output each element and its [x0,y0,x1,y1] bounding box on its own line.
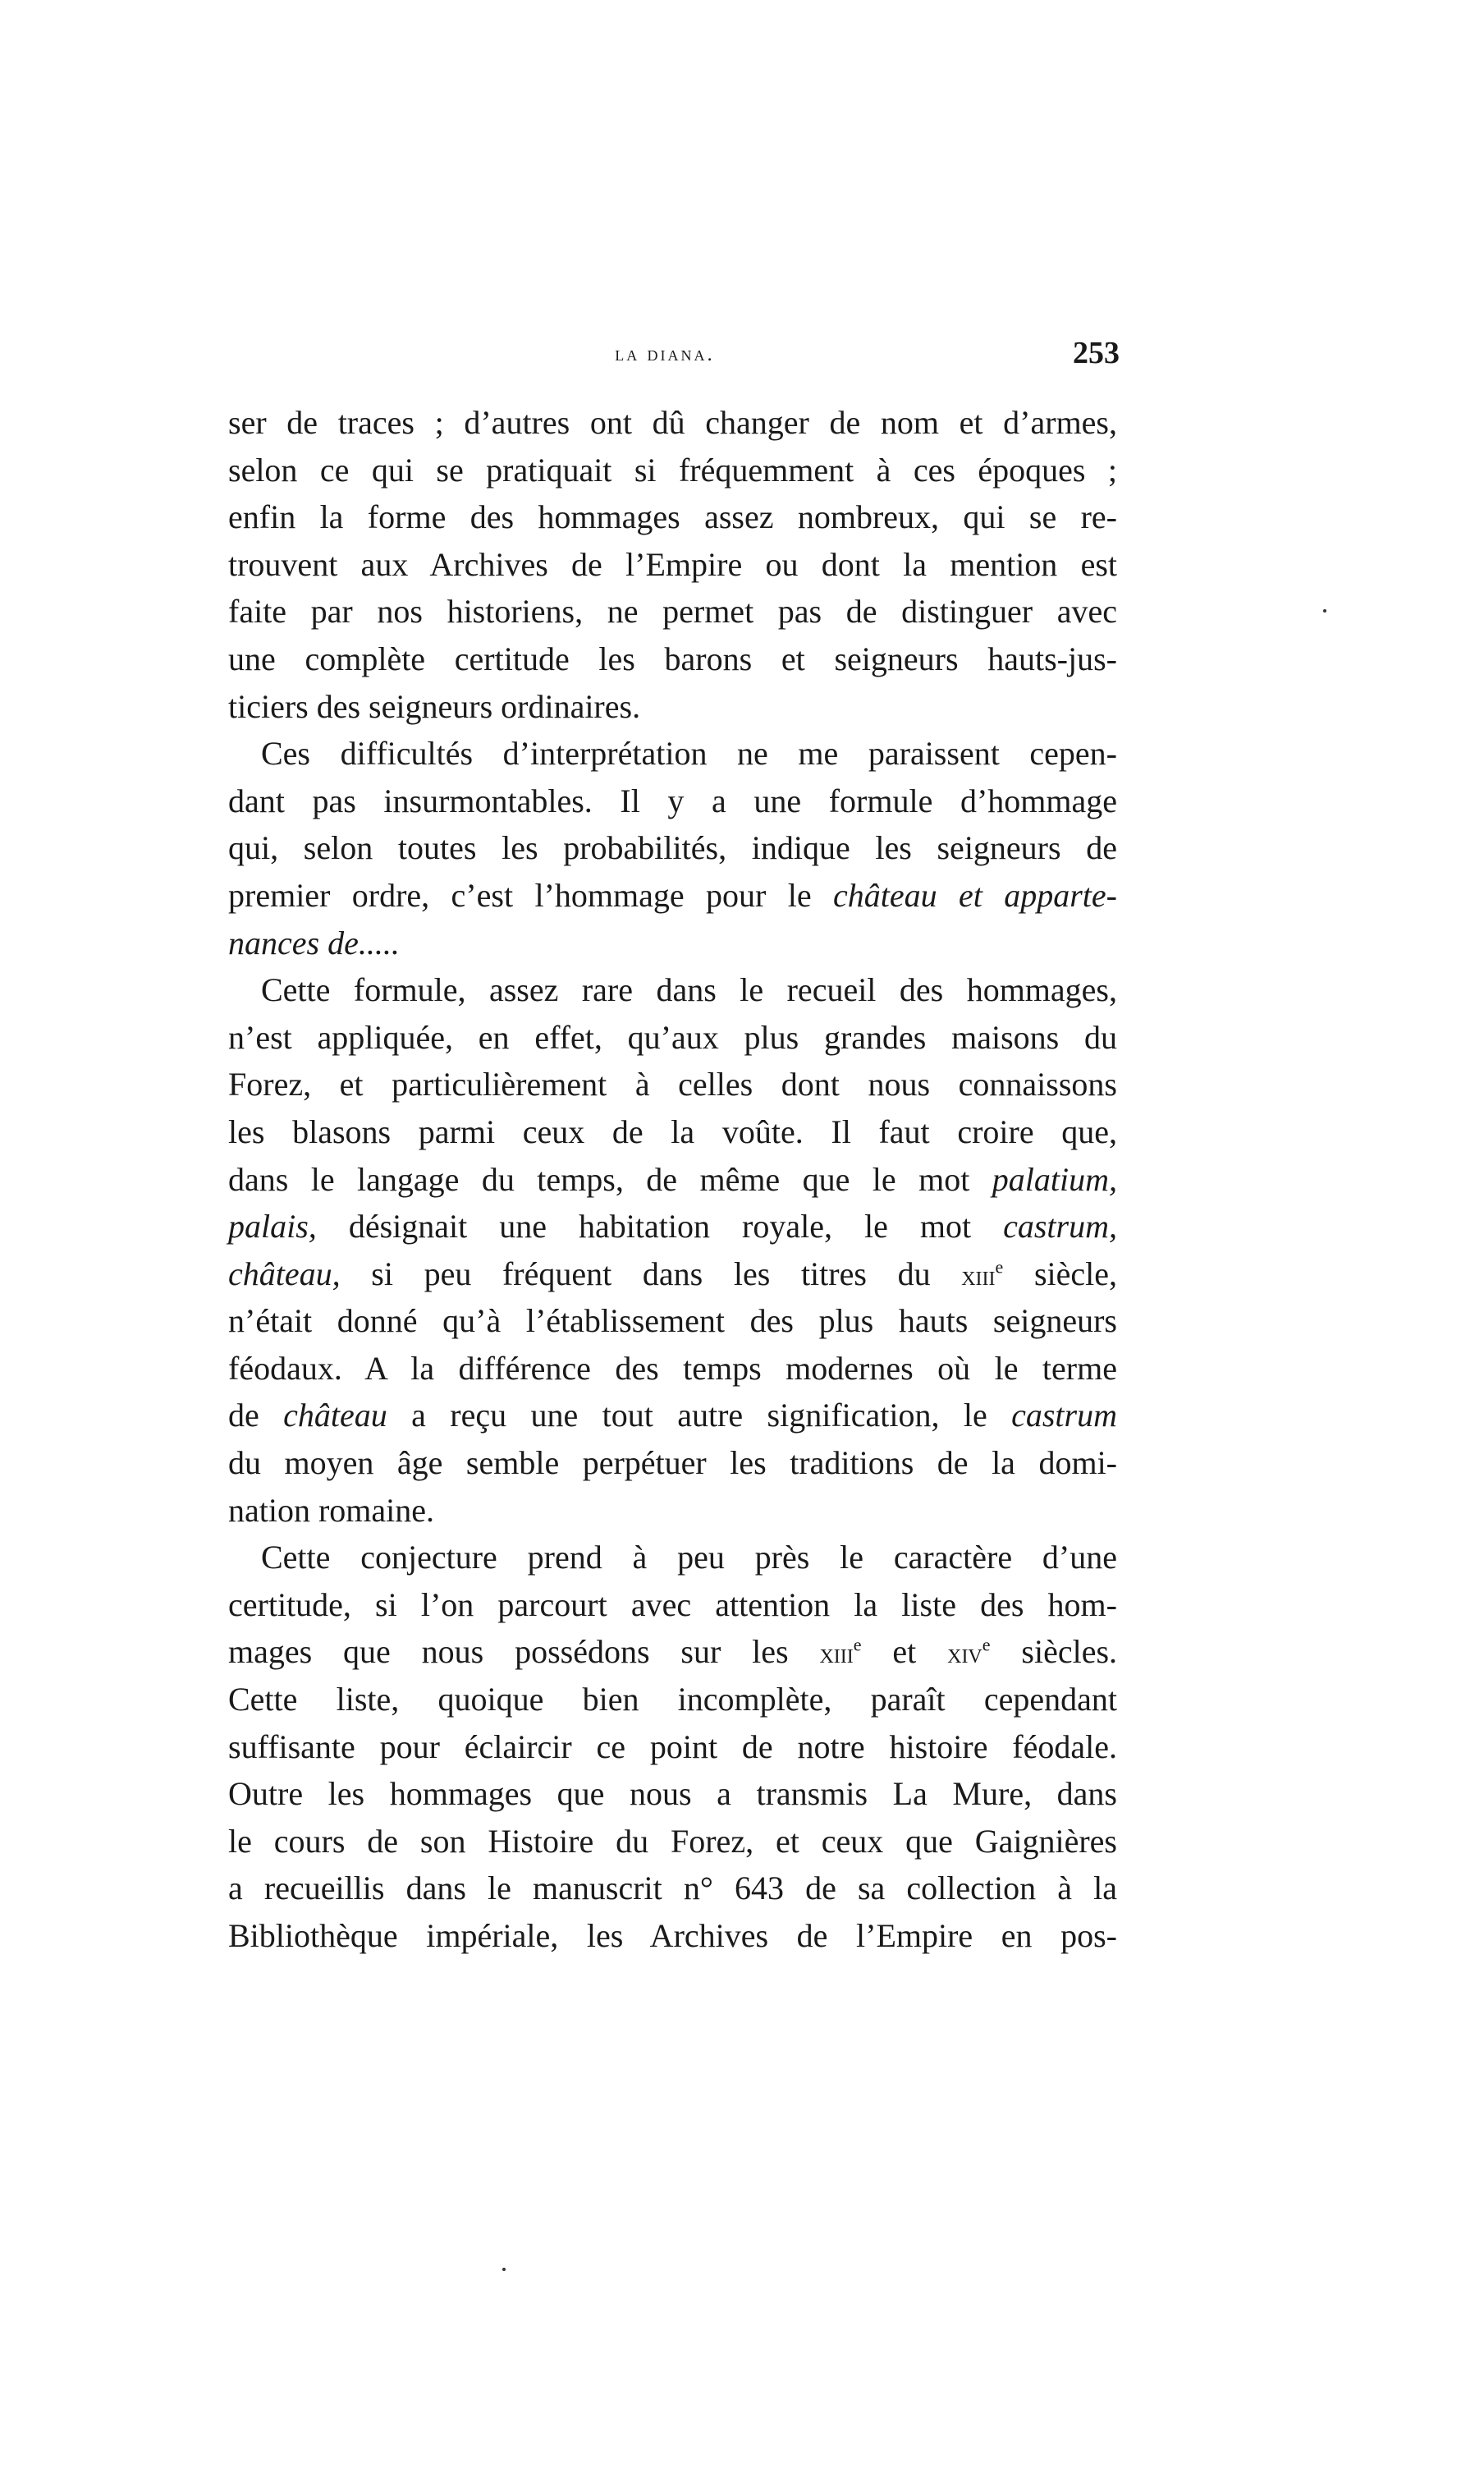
text-line [228,1628,1117,1676]
text: une complète certitude les barons et seigneurs hauts-jus- [228,640,1117,677]
paragraph [228,966,1117,1534]
text: Outre les hommages que nous a transmis La Mure, dans [228,1775,1117,1813]
roman-numeral: xiii [961,1260,996,1291]
text: ticiers des seigneurs ordinaires. [228,687,641,725]
text-line [228,1392,1117,1439]
text: ser de traces ; d’autres ont dû changer de nom et d’armes, [228,404,1117,441]
text: a reçu une tout autre signification, le [387,1397,1012,1434]
text: désignait une habitation royale, le mot [316,1208,1004,1246]
text-line [228,588,1117,635]
scan-speck [502,2268,506,2271]
superscript: e [995,1256,1004,1278]
text-line [228,1297,1117,1345]
paragraph [228,1534,1117,1959]
italic-text: castrum, [1003,1208,1117,1246]
text-line [228,966,1117,1014]
running-title: la diana. [615,343,715,365]
italic-text: nances de..... [228,924,400,961]
text-line [228,447,1117,494]
text: premier ordre, c’est l’hommage pour le [228,876,833,914]
text: de [228,1397,284,1434]
paragraph [228,399,1117,730]
italic-text: château et apparte- [832,876,1117,914]
text-line [228,1203,1117,1250]
text: le cours de son Histoire du Forez, et ceux que Gaignières [228,1822,1117,1860]
text: les blasons parmi ceux de la voûte. Il faut croire que, [228,1113,1117,1150]
text-line [228,872,1117,920]
text-line [228,730,1117,778]
text: nation romaine. [228,1491,435,1529]
text-line [228,1676,1117,1723]
text: certitude, si l’on parcourt avec attention la liste des hom- [228,1585,1117,1623]
text: qui, selon toutes les probabilités, indique les seigneurs de [228,829,1117,867]
text-line [228,399,1117,447]
text-line [228,1156,1117,1204]
paragraph [228,730,1117,966]
italic-text: château [283,1397,387,1434]
text-line [228,1723,1117,1771]
text-line [228,1250,1117,1298]
text: Bibliothèque impériale, les Archives de l’Empire en pos- [228,1917,1117,1954]
text: n’était donné qu’à l’établissement des plus hauts seigneurs [228,1302,1117,1340]
text: Cette liste, quoique bien incomplète, paraît cependant [228,1681,1117,1718]
text-line [228,541,1117,589]
scan-speck [1323,609,1326,612]
superscript: e [982,1635,991,1656]
text-line [228,1487,1117,1535]
text: enfin la forme des hommages assez nombreux, qui se re- [228,498,1117,536]
roman-numeral: xiii [819,1639,854,1670]
text-line [228,493,1117,541]
text: féodaux. A la différence des temps modernes où le terme [228,1349,1117,1387]
italic-text: castrum [1011,1397,1117,1434]
text: Forez, et particulièrement à celles dont nous connaissons [228,1066,1117,1103]
text: faite par nos historiens, ne permet pas de distinguer avec [228,593,1117,631]
text-line [228,920,1117,967]
text-line [228,778,1117,825]
italic-text: palatium, [992,1160,1117,1198]
text: et [861,1633,948,1671]
text: dans le langage du temps, de même que le mot [228,1160,992,1198]
text: Cette formule, assez rare dans le recueil des hommages, [261,971,1117,1009]
text: dant pas insurmontables. Il y a une formule d’hommage [228,782,1117,819]
italic-text: palais, [228,1208,317,1246]
text: trouvent aux Archives de l’Empire ou dont la mention est [228,545,1117,583]
text-line [228,1345,1117,1392]
text: siècle, [1003,1255,1117,1292]
text: du moyen âge semble perpétuer les traditions de la domi- [228,1444,1117,1482]
text: suffisante pour éclaircir ce point de notre histoire féodale. [228,1727,1117,1765]
text-line [228,1108,1117,1156]
text-line [228,1770,1117,1818]
text: mages que nous possédons sur les [228,1633,820,1671]
text: si peu fréquent dans les titres du [340,1255,962,1292]
text: a recueillis dans le manuscrit n° 643 de sa collection à la [228,1870,1117,1907]
text-line [228,1534,1117,1581]
page-number: 253 [1073,336,1120,370]
text-line [228,1439,1117,1487]
body-text [228,399,1117,1960]
text-line [228,1865,1117,1912]
text-line [228,1818,1117,1865]
text: siècles. [990,1633,1118,1671]
text-line [228,1912,1117,1960]
text: Ces difficultés d’interprétation ne me paraissent cepen- [261,735,1117,773]
text-line [228,1581,1117,1629]
italic-text: château, [228,1255,341,1292]
superscript: e [853,1635,862,1656]
text: selon ce qui se pratiquait si fréquemment à ces époques ; [228,451,1117,489]
text: Cette conjecture prend à peu près le caractère d’une [261,1539,1117,1576]
text: n’est appliquée, en effet, qu’aux plus grandes maisons du [228,1018,1117,1056]
text-line [228,824,1117,872]
roman-numeral: xiv [947,1639,982,1670]
text-line [228,635,1117,683]
text-line [228,1061,1117,1108]
text-line [228,683,1117,731]
text-line [228,1014,1117,1062]
